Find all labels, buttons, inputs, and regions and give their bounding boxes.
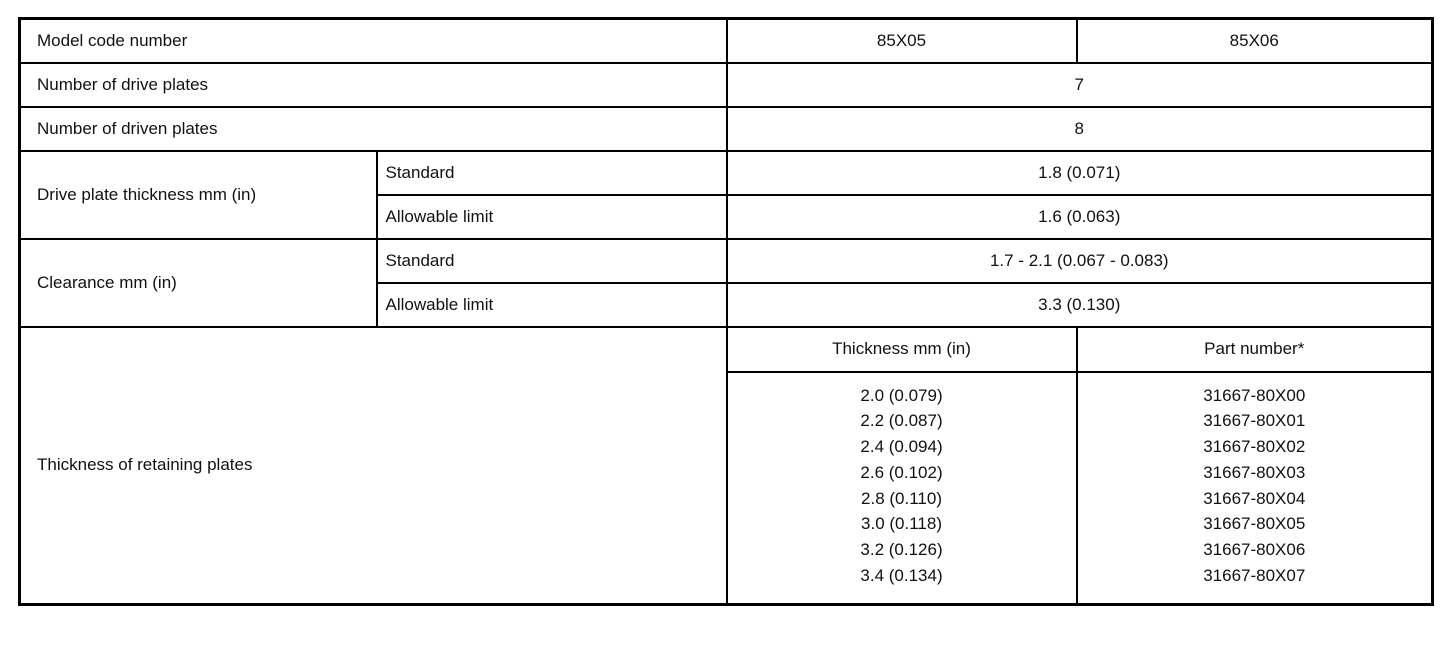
part-number-value: 31667-80X07 [1203, 566, 1306, 586]
part-number-value: 31667-80X06 [1203, 540, 1306, 560]
thickness-list [727, 372, 1077, 605]
clearance-limit-value: 3.3 (0.130) [727, 283, 1433, 327]
thickness-value: 3.4 (0.134) [860, 566, 943, 586]
drive-thickness-standard-value: 1.8 (0.071) [727, 151, 1433, 195]
drive-thickness-limit-value: 1.6 (0.063) [727, 195, 1433, 239]
part-number-column-header: Part number* [1077, 327, 1433, 372]
part-number-value: 31667-80X02 [1203, 437, 1306, 457]
drive-thickness-label: Drive plate thickness mm (in) [20, 151, 377, 239]
thickness-value: 2.6 (0.102) [860, 462, 943, 482]
thickness-value: 3.2 (0.126) [860, 540, 943, 560]
model-code-label: Model code number [20, 19, 727, 63]
drive-plates-row [20, 63, 1433, 107]
thickness-value: 2.8 (0.110) [861, 488, 942, 508]
retaining-header-row [20, 327, 1433, 372]
part-number-value: 31667-80X00 [1203, 385, 1306, 405]
driven-plates-value: 8 [727, 107, 1433, 151]
thickness-column-header: Thickness mm (in) [727, 327, 1077, 372]
drive-plates-value: 7 [727, 63, 1433, 107]
drive-thickness-standard-row [20, 151, 1433, 195]
thickness-value: 2.4 (0.094) [860, 437, 943, 457]
part-number-value: 31667-80X01 [1203, 411, 1306, 431]
part-number-value: 31667-80X05 [1203, 514, 1306, 534]
drive-thickness-limit-label: Allowable limit [377, 195, 727, 239]
thickness-value: 3.0 (0.118) [861, 514, 942, 534]
clearance-standard-row [20, 239, 1433, 283]
drive-thickness-standard-label: Standard [377, 151, 727, 195]
driven-plates-label: Number of driven plates [20, 107, 727, 151]
clearance-standard-label: Standard [377, 239, 727, 283]
part-number-list [1077, 372, 1433, 605]
clearance-limit-label: Allowable limit [377, 283, 727, 327]
spec-table [18, 17, 1434, 606]
thickness-value: 2.0 (0.079) [860, 385, 943, 405]
part-number-value: 31667-80X04 [1203, 488, 1306, 508]
model-code-value-1: 85X05 [727, 19, 1077, 63]
driven-plates-row [20, 107, 1433, 151]
thickness-value: 2.2 (0.087) [860, 411, 943, 431]
drive-plates-label: Number of drive plates [20, 63, 727, 107]
clearance-standard-value: 1.7 - 2.1 (0.067 - 0.083) [727, 239, 1433, 283]
model-code-row [20, 19, 1433, 63]
part-number-value: 31667-80X03 [1203, 462, 1306, 482]
clearance-label: Clearance mm (in) [20, 239, 377, 327]
retaining-plates-label: Thickness of retaining plates [20, 327, 727, 605]
model-code-value-2: 85X06 [1077, 19, 1433, 63]
